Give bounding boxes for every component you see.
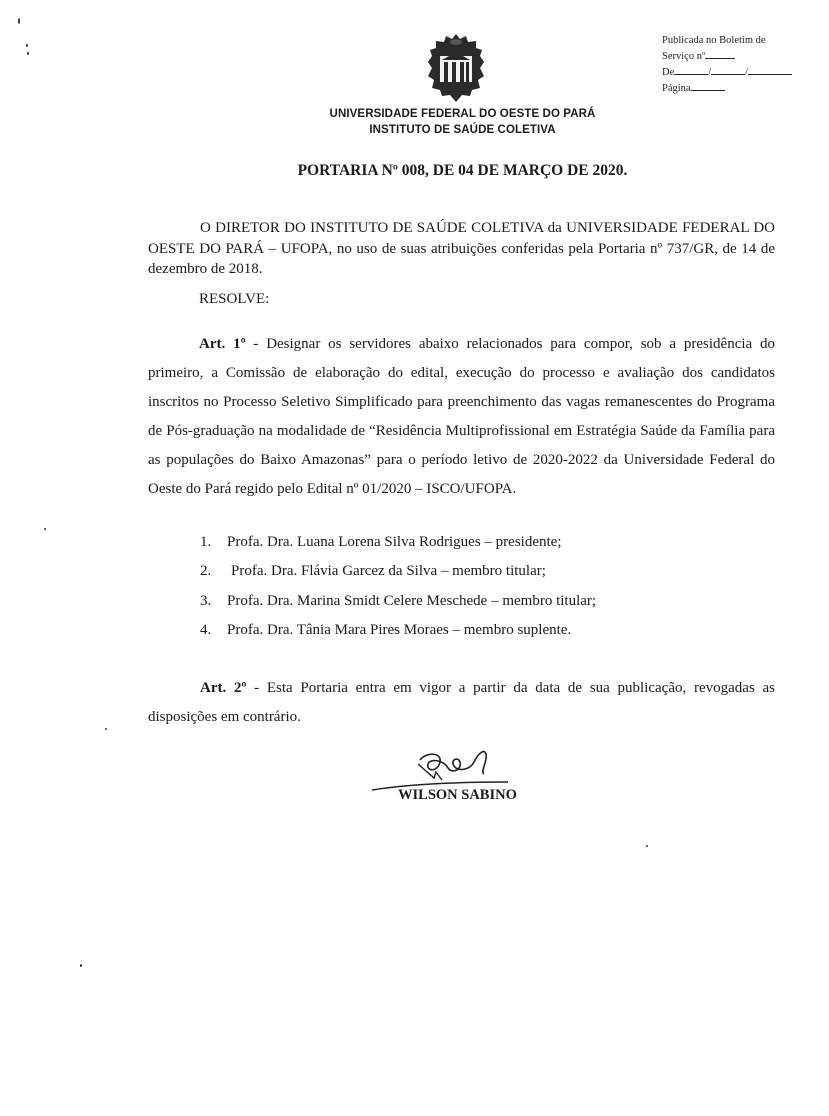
publication-bulletin-number: Serviço nº — [662, 48, 812, 64]
list-item: 4. Profa. Dra. Tânia Mara Pires Moraes – membro suplente. — [200, 621, 572, 638]
article-2-text: - Esta Portaria entra em vigor a partir da data de sua publicação, revogadas as disposições em contrário. — [148, 680, 775, 725]
members-list — [200, 530, 596, 647]
article-1-label: Art. 1º — [199, 336, 246, 352]
university-crest-icon — [424, 32, 488, 104]
scan-speck — [44, 528, 46, 530]
university-name: UNIVERSIDADE FEDERAL DO OESTE DO PARÁ — [329, 108, 596, 120]
publication-page: Página — [662, 80, 812, 96]
signature-icon — [370, 742, 510, 792]
scan-speck — [18, 18, 20, 24]
scan-speck — [80, 964, 82, 967]
list-item: 3. Profa. Dra. Marina Smidt Celere Meschede – membro titular; — [200, 592, 597, 609]
resolve-heading: RESOLVE: — [199, 291, 270, 307]
article-1 — [148, 330, 775, 504]
publication-date: De / / — [662, 64, 812, 80]
article-2 — [148, 674, 775, 732]
list-item: 2. Profa. Dra. Flávia Garcez da Silva – membro titular; — [200, 563, 546, 580]
publication-stamp — [662, 34, 812, 96]
institute-name: INSTITUTO DE SAÚDE COLETIVA — [369, 124, 556, 136]
intro-paragraph: O DIRETOR DO INSTITUTO DE SAÚDE COLETIVA da UNIVERSIDADE FEDERAL DO OESTE DO PARÁ – UFOPA, no uso de suas atribuições conferidas pela Portaria nº 737/GR, de 14 de dezembro de 2018. — [148, 220, 775, 277]
signer-name: WILSON SABINO — [398, 787, 517, 803]
scan-speck — [646, 845, 648, 847]
list-item: 1. Profa. Dra. Luana Lorena Silva Rodrigues – presidente; — [200, 534, 562, 550]
scan-speck — [105, 728, 107, 730]
article-1-text: - Designar os servidores abaixo relacionados para compor, sob a presidência do primeiro, a Comissão de elaboração do edital, execução do processo e avaliação dos candidatos inscritos no Processo Seletivo Simplificado para preenchimento das vagas remanescentes do Programa de Pós-graduação na modalidade de “Residência Multiprofissional em Estratégia Saúde da Família para as populações do Baixo Amazonas” para o período letivo de 2020-2022 da Universidade Federal do Oeste do Pará regido pelo Edital nº 01/2020 – ISCO/UFOPA. — [148, 336, 776, 497]
article-2-label: Art. 2º — [200, 680, 247, 696]
scan-speck — [27, 52, 29, 55]
page-title: PORTARIA Nº 008, DE 04 DE MARÇO DE 2020. — [297, 162, 628, 179]
scan-speck — [26, 44, 28, 47]
publication-line: Publicada no Boletim de — [662, 35, 766, 46]
